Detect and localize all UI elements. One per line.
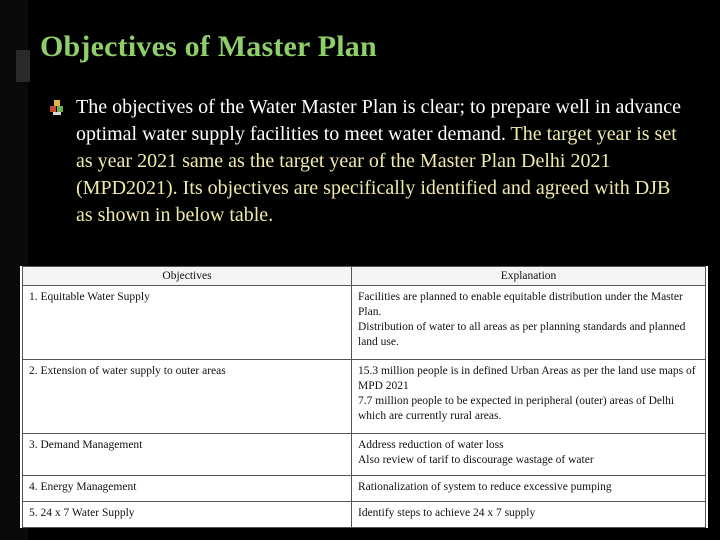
table-row — [23, 434, 706, 476]
table-row — [23, 286, 706, 360]
objectives-table — [22, 266, 706, 528]
objective-cell: 4. Energy Management — [23, 476, 352, 502]
explanation-line: Rationalization of system to reduce excessive pumping — [358, 481, 612, 494]
bullet-point — [50, 94, 690, 229]
objective-cell: 1. Equitable Water Supply — [23, 286, 352, 360]
explanation-cell — [352, 476, 706, 502]
colored-block-bullet-icon — [50, 100, 64, 114]
explanation-cell — [352, 360, 706, 434]
explanation-cell — [352, 434, 706, 476]
table-row — [23, 502, 706, 528]
column-header-explanation: Explanation — [352, 267, 706, 286]
table-row — [23, 476, 706, 502]
table-header-row — [23, 267, 706, 286]
slide-title: Objectives of Master Plan — [40, 30, 377, 63]
explanation-line: Distribution of water to all areas as per planning standards and planned land use. — [358, 321, 686, 348]
column-header-objectives: Objectives — [23, 267, 352, 286]
explanation-line: Identify steps to achieve 24 x 7 supply — [358, 507, 536, 520]
objective-cell: 5. 24 x 7 Water Supply — [23, 502, 352, 528]
explanation-cell — [352, 286, 706, 360]
explanation-line: Facilities are planned to enable equitable distribution under the Master Plan. — [358, 291, 683, 318]
explanation-line: Also review of tarif to discourage wastage of water — [358, 454, 594, 467]
objective-cell: 3. Demand Management — [23, 434, 352, 476]
explanation-line: Address reduction of water loss — [358, 439, 504, 452]
explanation-line: 15.3 million people is in defined Urban Areas as per the land use maps of MPD 2021 — [358, 365, 696, 393]
objective-paragraph — [76, 94, 690, 229]
objective-cell: 2. Extension of water supply to outer areas — [23, 360, 352, 434]
explanation-cell — [352, 502, 706, 528]
objectives-table-container — [20, 266, 708, 528]
explanation-line: 7.7 million people to be expected in peripheral (outer) areas of Delhi which are currently rural areas. — [358, 395, 675, 423]
table-row — [23, 360, 706, 434]
decorative-corner-block — [16, 50, 30, 82]
paragraph-highlight-text: The target year is set as year 2021 same as the target year of the Master Plan Delhi 2021 (MPD2021). Its objectives are specifically identified and agreed with DJB as shown in below table. — [76, 123, 677, 226]
paragraph-text: The objectives of the Water Master Plan is clear; to prepare well in advance optimal water supply facilities to meet water demand. — [76, 96, 681, 145]
